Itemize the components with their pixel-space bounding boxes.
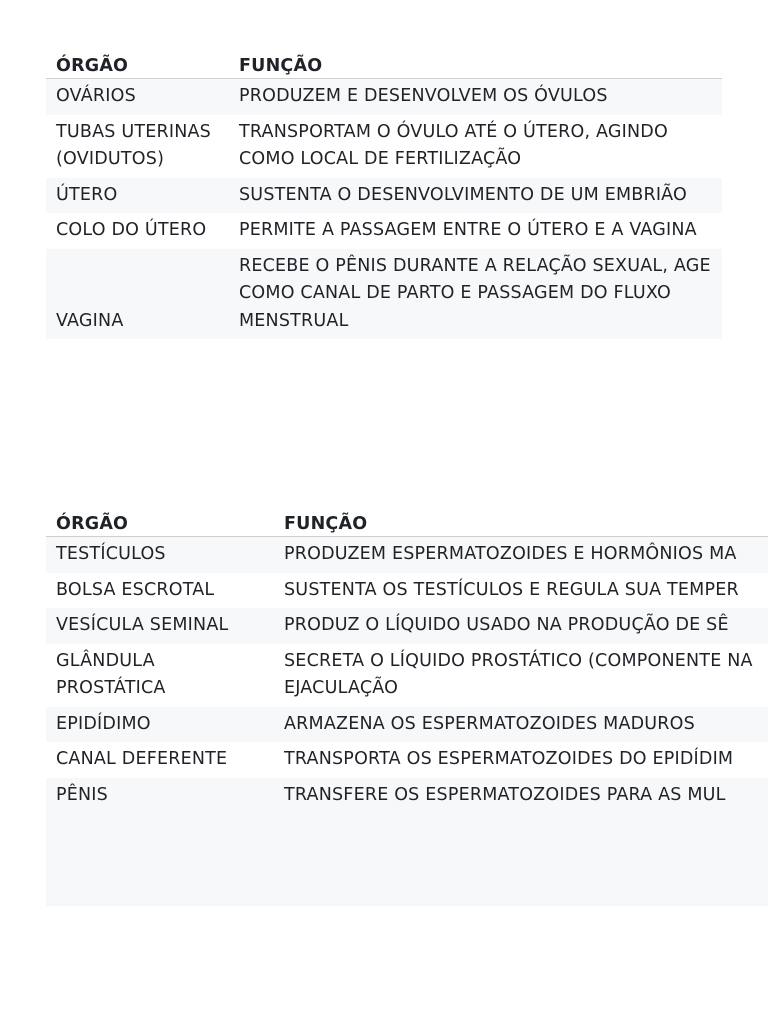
function-cell: PERMITE A PASSAGEM ENTRE O ÚTERO E A VAGINA — [239, 220, 697, 240]
table-row — [46, 249, 722, 340]
organ-cell: TESTÍCULOS — [46, 537, 274, 573]
organ-cell: VESÍCULA SEMINAL — [46, 608, 274, 644]
function-column-header: FUNÇÃO — [274, 508, 768, 537]
table-row — [46, 115, 722, 178]
female-reproductive-table — [46, 50, 722, 339]
function-cell: PRODUZEM E DESENVOLVEM OS ÓVULOS — [229, 79, 722, 115]
table-header-row — [46, 508, 768, 537]
organ-cell: GLÂNDULA PROSTÁTICA — [56, 650, 166, 698]
organ-cell: VAGINA — [46, 249, 229, 340]
table-row — [46, 79, 722, 115]
table-header-row — [46, 50, 722, 79]
organ-column-header: ÓRGÃO — [46, 50, 229, 79]
function-cell: TRANSPORTA OS ESPERMATOZOIDES DO EPIDÍDIM — [284, 749, 734, 769]
table-row — [46, 213, 722, 249]
function-cell: PRODUZEM ESPERMATOZOIDES E HORMÔNIOS MA — [274, 537, 768, 573]
table-row — [46, 573, 768, 609]
male-reproductive-table — [46, 508, 768, 906]
organ-cell: PÊNIS — [46, 778, 274, 906]
table-row — [46, 608, 768, 644]
function-cell: SUSTENTA OS TESTÍCULOS E REGULA SUA TEMPER — [284, 579, 739, 600]
organ-cell: TUBAS UTERINAS (OVIDUTOS) — [56, 121, 211, 169]
function-cell: RECEBE O PÊNIS DURANTE A RELAÇÃO SEXUAL, AGE COMO CANAL DE PARTO E PASSAGEM DO FLUXO MENSTRUAL — [229, 249, 722, 340]
organ-cell: CANAL DEFERENTE — [56, 749, 228, 769]
function-cell: TRANSFERE OS ESPERMATOZOIDES PARA AS MUL — [274, 778, 768, 906]
function-cell: SUSTENTA O DESENVOLVIMENTO DE UM EMBRIÃO — [229, 178, 722, 214]
organ-cell: EPIDÍDIMO — [46, 707, 274, 743]
table-row — [46, 178, 722, 214]
table-row — [46, 742, 768, 778]
organ-cell: OVÁRIOS — [46, 79, 229, 115]
table-row — [46, 537, 768, 573]
organ-cell: ÚTERO — [46, 178, 229, 214]
function-column-header: FUNÇÃO — [229, 50, 722, 79]
organ-cell: BOLSA ESCROTAL — [56, 579, 215, 600]
table-row — [46, 707, 768, 743]
function-cell: ARMAZENA OS ESPERMATOZOIDES MADUROS — [274, 707, 768, 743]
function-cell: SECRETA O LÍQUIDO PROSTÁTICO (COMPONENTE NA EJACULAÇÃO — [284, 650, 753, 698]
table-row — [46, 644, 768, 707]
table-row — [46, 778, 768, 906]
function-cell: PRODUZ O LÍQUIDO USADO NA PRODUÇÃO DE SÊ — [274, 608, 768, 644]
function-cell: TRANSPORTAM O ÓVULO ATÉ O ÚTERO, AGINDO COMO LOCAL DE FERTILIZAÇÃO — [239, 121, 668, 169]
organ-column-header: ÓRGÃO — [46, 508, 274, 537]
organ-cell: COLO DO ÚTERO — [56, 220, 207, 240]
